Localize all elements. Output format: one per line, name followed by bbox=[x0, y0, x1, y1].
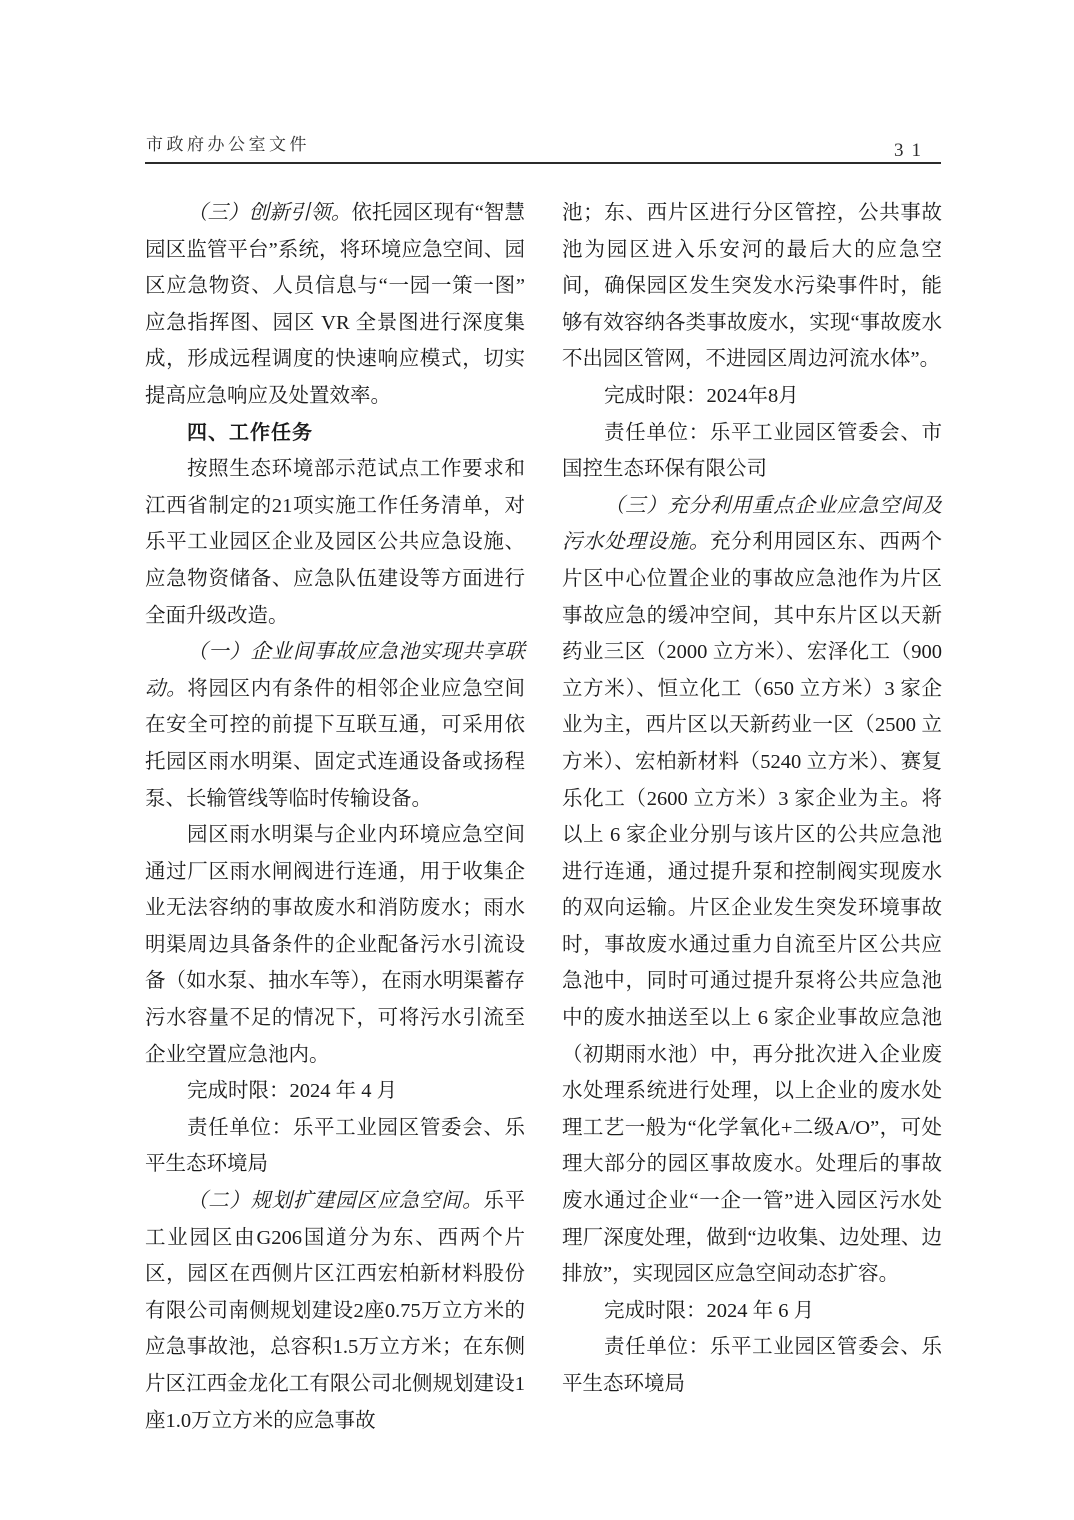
text-run: 责任单位：乐平工业园区管委会、市国控生态环保有限公司 bbox=[562, 421, 942, 481]
right-column bbox=[562, 195, 942, 1439]
text-run: 园区雨水明渠与企业内环境应急空间通过厂区雨水闸阀进行连通，用于收集企业无法容纳的事故废水和消防废水；雨水明渠周边具备条件的企业配备污水引流设备（如水泵、抽水车等），在雨水明渠蓄存污水容量不足的情况下，可将污水引流至企业空置应急池内。 bbox=[145, 824, 525, 1066]
text-run: 完成时限：2024 年 6 月 bbox=[604, 1299, 815, 1322]
text-run: 完成时限：2024年8月 bbox=[604, 384, 799, 407]
meta-line bbox=[145, 1073, 525, 1110]
body-paragraph bbox=[145, 195, 525, 415]
meta-line bbox=[562, 378, 942, 415]
text-run: 完成时限：2024 年 4 月 bbox=[187, 1080, 398, 1103]
text-run: 依托园区现有“智慧园区监管平台”系统，将环境应急空间、园区应急物资、人员信息与“一园一策一图”应急指挥图、园区 VR 全景图进行深度集成，形成远程调度的快速响应模式，切实提高应急响应及处置效率。 bbox=[145, 202, 525, 407]
meta-line bbox=[145, 1110, 525, 1183]
text-run: 将园区内有条件的相邻企业应急空间在安全可控的前提下互联互通，可采用依托园区雨水明渠、固定式连通设备或扬程泵、长输管线等临时传输设备。 bbox=[145, 677, 526, 810]
meta-line bbox=[562, 415, 942, 488]
heading-text: 四、工作任务 bbox=[187, 421, 314, 444]
section-heading bbox=[145, 415, 525, 452]
item-lead-text: （三）创新引领。 bbox=[187, 202, 352, 224]
meta-line bbox=[562, 1329, 942, 1402]
item-lead-text: （二）规划扩建园区应急空间。 bbox=[187, 1190, 484, 1213]
page-number: 31 bbox=[894, 140, 929, 161]
body-paragraph bbox=[562, 488, 942, 1293]
body-paragraph bbox=[145, 634, 525, 817]
page-header bbox=[145, 129, 941, 164]
body-paragraph bbox=[145, 451, 525, 634]
document-header-title: 市政府办公室文件 bbox=[146, 135, 310, 154]
text-run: 责任单位：乐平工业园区管委会、乐平生态环境局 bbox=[145, 1116, 525, 1176]
text-run: 充分利用园区东、西两个片区中心位置企业的事故应急池作为片区事故应急的缓冲空间，其中东片区以天新药业三区（2000 立方米）、宏泽化工（900 立方米）、恒立化工（650 立方米）3 家企业为主，西片区以天新药业一区（2500 立方米）、宏柏新材料（5240 立方米）、赛复乐化工（2600 立方米）3 家企业为主。将以上 6 家企业分别与该片区的公共应急池进行连通，通过提升泵和控制阀实现废水的双向运输。片区企业发生突发环境事故时，事故废水通过重力自流至片区公共应急池中，同时可通过提升泵将公共应急池中的废水抽送至以上 6 家企业事故应急池（初期雨水池）中，再分批次进入企业废水处理系统进行处理，以上企业的废水处理工艺一般为“化学氧化+二级A/O”，可处理大部分的园区事故废水。处理后的事故废水通过企业“一企一管”进入园区污水处理厂深度处理，做到“边收集、边处理、边排放”，实现园区应急空间动态扩容。 bbox=[562, 531, 943, 1286]
text-run: 池；东、西片区进行分区管控，公共事故池为园区进入乐安河的最后大的应急空间，确保园区发生突发水污染事件时，能够有效容纳各类事故废水，实现“事故废水不出园区管网，不进园区周边河流水体”。 bbox=[562, 202, 942, 371]
body-paragraph bbox=[145, 1183, 525, 1439]
item-lead-text: （三）充分利用重点企业应急空间及污水处理设施。 bbox=[562, 494, 942, 554]
text-run: 责任单位：乐平工业园区管委会、乐平生态环境局 bbox=[562, 1336, 942, 1395]
meta-line bbox=[562, 1293, 942, 1330]
left-column bbox=[145, 195, 525, 1439]
body-paragraph bbox=[145, 817, 525, 1073]
text-run: 乐平工业园区由G206国道分为东、西两个片区，园区在西侧片区江西宏柏新材料股份有限公司南侧规划建设2座0.75万立方米的应急事故池，总容积1.5万立方米；在东侧片区江西金龙化工有限公司北侧规划建设1座1.0万立方米的应急事故 bbox=[145, 1190, 526, 1432]
body-paragraph bbox=[562, 195, 942, 378]
document-body bbox=[145, 195, 942, 1439]
text-run: 按照生态环境部示范试点工作要求和江西省制定的21项实施工作任务清单，对乐平工业园区企业及园区公共应急设施、应急物资储备、应急队伍建设等方面进行全面升级改造。 bbox=[145, 458, 525, 627]
item-lead-text: （一）企业间事故应急池实现共享联动。 bbox=[145, 641, 525, 700]
